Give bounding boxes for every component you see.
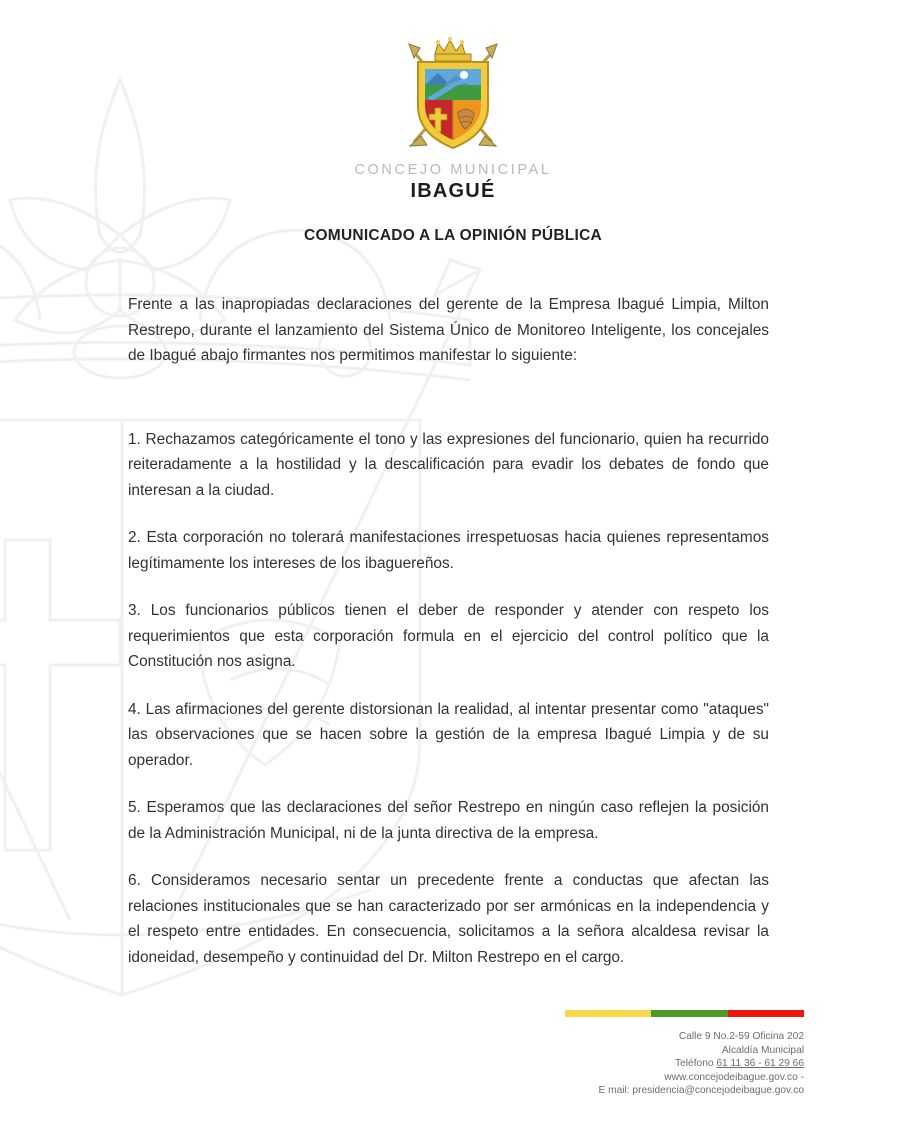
footer-email[interactable]: E mail: presidencia@concejodeibague.gov.co — [598, 1085, 804, 1096]
list-item: 4. Las afirmaciones del gerente distorsionan la realidad, al intentar presentar como "ataques" las observaciones que se hacen sobre la gestión de la empresa Ibagué Limpia y de su operador. — [128, 700, 769, 769]
logo-line-ibague: IBAGUÉ — [410, 179, 496, 202]
list-item: 2. Esta corporación no tolerará manifestaciones irrespetuosas hacia quienes representamos legítimamente los intereses de los ibaguereños. — [128, 529, 769, 572]
list-item: 6. Consideramos necesario sentar un precedente frente a conductas que afectan las relaciones institucionales que se han caracterizado por ser armónicas en la independencia y el respeto entre entidades. En consecuencia, solicitamos a la señora alcaldesa revisar la idoneidad, desempeño y continuidad del Dr. Milton Restrepo en el cargo. — [128, 872, 769, 966]
list-item: 1. Rechazamos categóricamente el tono y las expresiones del funcionario, quien ha recurrido reiteradamente a la hostilidad y la descalificación para evadir los debates de fondo que interesan a la ciudad. — [128, 430, 769, 499]
footer-phone-label: Teléfono — [675, 1058, 714, 1069]
footer-office: Alcaldía Municipal — [721, 1044, 804, 1056]
footer-address: Calle 9 No.2-59 Oficina 202 — [678, 1031, 804, 1042]
logo-wordmark — [0, 163, 906, 201]
intro-paragraph: Frente a las inapropiadas declaraciones del gerente de la Empresa Ibagué Limpia, Milton Restrepo, durante el lanzamiento del Sistema Único de Monitoreo Inteligente, los concejales de Ibagué abajo firmantes nos permitimos manifestar lo siguiente: — [128, 296, 769, 364]
footer-website[interactable]: www.concejodeibague.gov.co - — [664, 1071, 804, 1083]
footer-phone-number: 61 11 36 - 61 29 66 — [716, 1058, 804, 1069]
tricolor-red-segment — [728, 1010, 804, 1017]
footer-phone — [484, 1057, 804, 1071]
list-item: 5. Esperamos que las declaraciones del señor Restrepo en ningún caso reflejen la posición de la Administración Municipal, ni de la junta directiva de la empresa. — [128, 799, 769, 842]
tricolor-bar — [565, 1010, 804, 1017]
logo-line-concejo-municipal: CONCEJO MUNICIPAL — [354, 162, 552, 178]
document-body — [128, 292, 769, 970]
tricolor-yellow-segment — [565, 1010, 651, 1017]
crest-icon — [394, 34, 512, 156]
document-footer — [484, 1010, 804, 1098]
page-title: COMUNICADO A LA OPINIÓN PÚBLICA — [304, 227, 602, 244]
document-header — [0, 0, 906, 201]
coat-of-arms-crest — [394, 34, 512, 161]
list-item: 3. Los funcionarios públicos tienen el deber de responder y atender con respeto los requerimientos que esta corporación formula en el ejercicio del control político que la Constitución nos asigna. — [128, 602, 769, 670]
tricolor-green-segment — [651, 1010, 727, 1017]
